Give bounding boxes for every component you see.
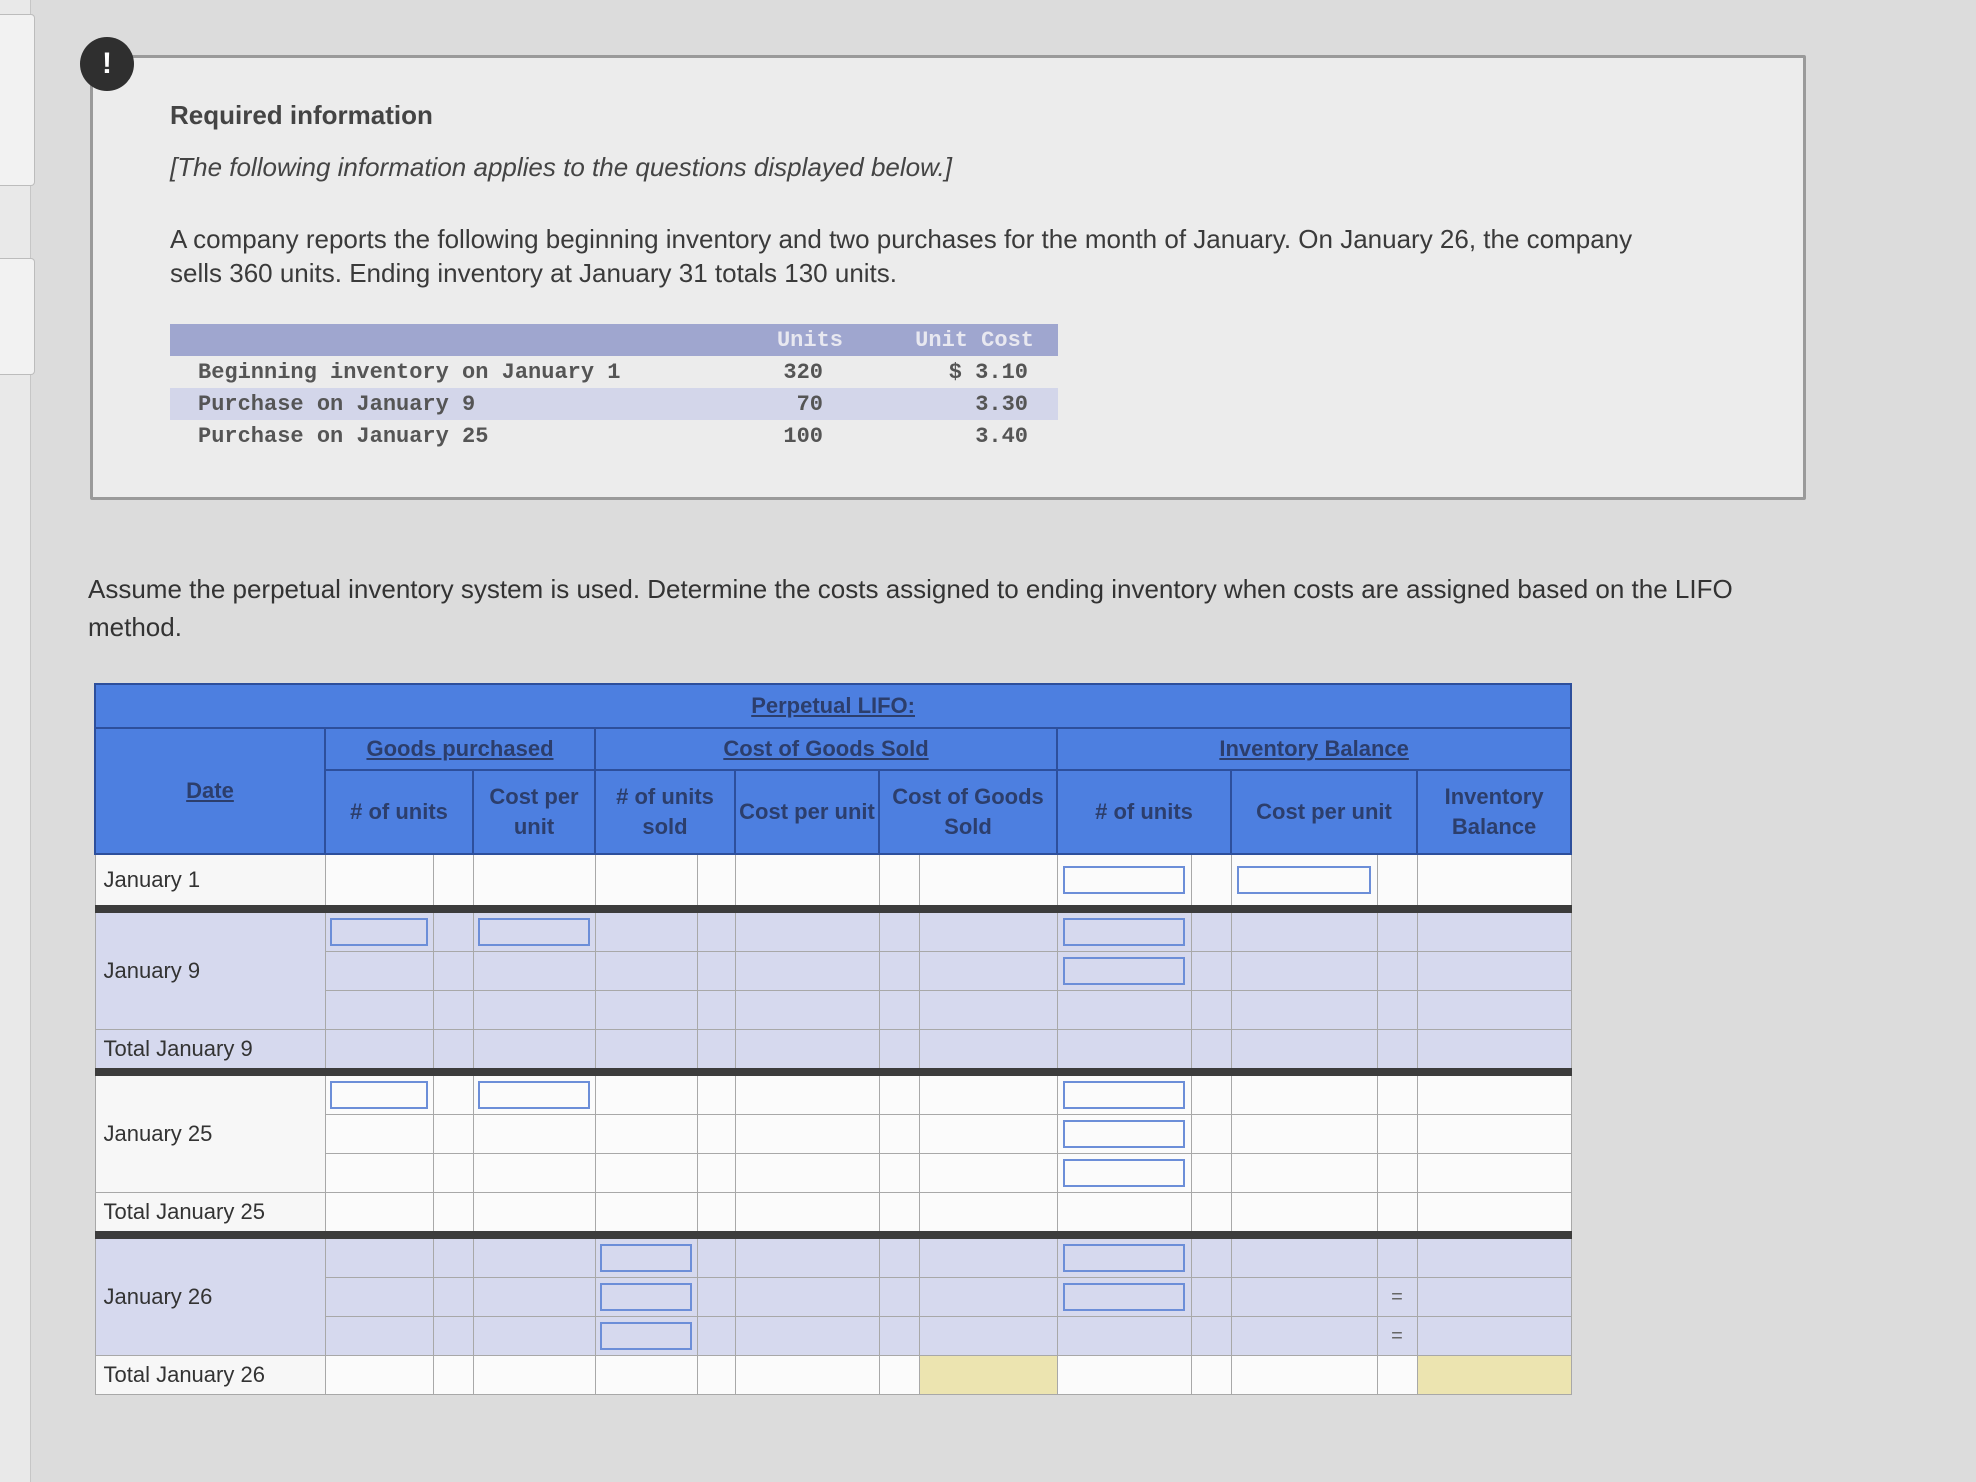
jan9-purchased-units-input[interactable]: [330, 918, 428, 946]
jan26-sold-units-input-2[interactable]: [600, 1283, 693, 1311]
table-row: [95, 1072, 1571, 1115]
date-header: Date: [95, 728, 325, 854]
jan1-balance-units-input[interactable]: [1063, 866, 1185, 894]
table-row: Purchase on January 25 100 3.40: [198, 423, 1028, 449]
inventory-data-table: [170, 324, 1058, 452]
row-label-total-jan9: Total January 9: [95, 1030, 325, 1073]
jan9-balance-units-input[interactable]: [1063, 918, 1185, 946]
sold-total-header: Cost of Goods Sold: [879, 770, 1057, 854]
table-row: Purchase on January 9 70 3.30: [170, 388, 1058, 420]
jan26-balance-units-input-2[interactable]: [1063, 1283, 1185, 1311]
purchased-units-header: # of units: [325, 770, 473, 854]
table-row: Beginning inventory on January 1 320 $ 3.10: [198, 359, 1028, 385]
required-info-body: A company reports the following beginning inventory and two purchases for the month of January. On January 26, the company sells 360 units. Ending inventory at January 31 totals 130 units.: [170, 224, 1633, 288]
alert-icon: !: [80, 37, 134, 91]
jan25-purchased-cost-input[interactable]: [478, 1081, 589, 1109]
required-info-title: Required information: [170, 100, 433, 130]
sold-cost-header: Cost per unit: [735, 770, 879, 854]
total-inventory-balance-cell[interactable]: [1417, 1356, 1571, 1395]
cogs-header: Cost of Goods Sold: [595, 728, 1057, 770]
balance-cost-header: Cost per unit: [1231, 770, 1417, 854]
row-label-total-jan26: Total January 26: [95, 1356, 325, 1395]
total-cogs-cell[interactable]: [919, 1356, 1057, 1395]
jan9-purchased-cost-input[interactable]: [478, 918, 589, 946]
left-panel-tab[interactable]: [0, 258, 35, 375]
equals-sign: =: [1377, 1317, 1417, 1356]
purchased-cost-header: Cost per unit: [473, 770, 595, 854]
table-row: [95, 1356, 1571, 1395]
jan25-balance-units-input-2[interactable]: [1063, 1120, 1185, 1148]
required-info-subtitle: [The following information applies to the questions displayed below.]: [170, 152, 952, 182]
table-row: [95, 909, 1571, 952]
table-row: [95, 1235, 1571, 1278]
inventory-balance-header: Inventory Balance: [1057, 728, 1571, 770]
table-row: [95, 854, 1571, 909]
sold-units-header: # of units sold: [595, 770, 735, 854]
jan25-balance-units-input[interactable]: [1063, 1081, 1185, 1109]
balance-units-header: # of units: [1057, 770, 1231, 854]
jan1-balance-cost-input[interactable]: [1237, 866, 1370, 894]
unit-cost-header: Unit Cost: [863, 324, 1058, 356]
jan26-sold-units-input-3[interactable]: [600, 1322, 693, 1350]
row-label-jan9: January 9: [95, 909, 325, 1030]
jan9-balance-units-input-2[interactable]: [1063, 957, 1185, 985]
lifo-title: Perpetual LIFO:: [95, 684, 1571, 728]
jan26-sold-units-input[interactable]: [600, 1244, 693, 1272]
row-label-jan1: January 1: [95, 854, 325, 909]
units-header: Units: [715, 324, 863, 356]
jan25-balance-units-input-3[interactable]: [1063, 1159, 1185, 1187]
left-panel-tab[interactable]: [0, 14, 35, 186]
table-row: [95, 1030, 1571, 1073]
left-panel-strip: [0, 0, 31, 1482]
question-text: Assume the perpetual inventory system is used. Determine the costs assigned to ending inventory when costs are assigned based on the LIFO method.: [88, 574, 1733, 642]
jan25-purchased-units-input[interactable]: [330, 1081, 428, 1109]
equals-sign: =: [1377, 1278, 1417, 1317]
balance-total-header: Inventory Balance: [1417, 770, 1571, 854]
row-label-jan26: January 26: [95, 1235, 325, 1356]
row-label-total-jan25: Total January 25: [95, 1193, 325, 1236]
goods-purchased-header: Goods purchased: [325, 728, 595, 770]
row-label-jan25: January 25: [95, 1072, 325, 1193]
table-row: [95, 1193, 1571, 1236]
jan26-balance-units-input[interactable]: [1063, 1244, 1185, 1272]
perpetual-lifo-table: [94, 683, 1572, 1395]
